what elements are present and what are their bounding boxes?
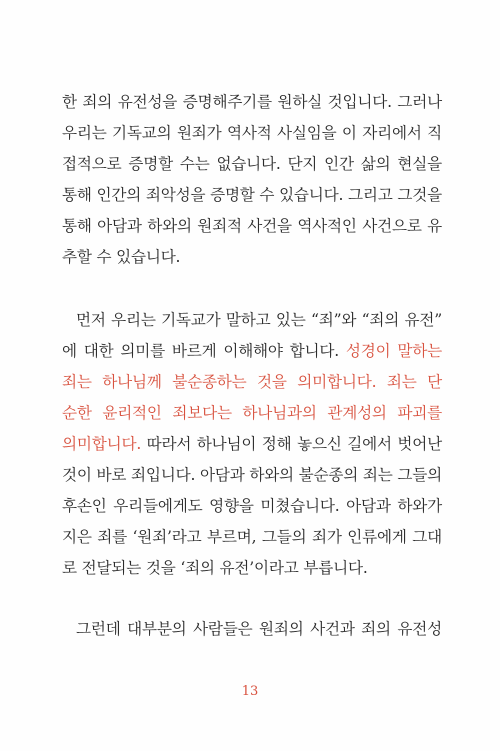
paragraph-1 [62, 87, 442, 273]
text-line: 추할 수 있습니다. [62, 248, 181, 266]
highlighted-text-line: 죄는 하나님께 불순종하는 것을 의미합니다. 죄는 단 [62, 373, 442, 391]
text-line: 것이 바로 죄입니다. 아담과 하와의 불순종의 죄는 그들의 [62, 466, 442, 484]
text-line: 로 전달되는 것을 ‘죄의 유전’이라고 부릅니다. [62, 559, 368, 577]
text-line: 그런데 대부분의 사람들은 원죄의 사건과 죄의 유전성 [76, 620, 442, 638]
page-number: 13 [241, 684, 259, 699]
paragraph-2 [62, 305, 442, 584]
text-line: 에 대한 의미를 바르게 이해해야 합니다. 성경이 말하는 [62, 342, 442, 360]
highlighted-text-line: 순한 윤리적인 죄보다는 하나님과의 관계성의 파괴를 [62, 404, 442, 422]
text-line: 통해 인간의 죄악성을 증명할 수 있습니다. 그리고 그것을 [62, 186, 442, 204]
text-line: 후손인 우리들에게도 영향을 미쳤습니다. 아담과 하와가 [62, 497, 442, 515]
text-line: 의미합니다. 따라서 하나님이 정해 놓으신 길에서 벗어난 [62, 435, 442, 453]
text-line: 한 죄의 유전성을 증명해주기를 원하실 것입니다. 그러나 [62, 93, 442, 111]
paragraph-3 [62, 614, 442, 645]
highlighted-text: 성경이 말하는 [345, 342, 442, 360]
text-line: 우리는 기독교의 원죄가 역사적 사실임을 이 자리에서 직 [62, 124, 442, 142]
text-line: 먼저 우리는 기독교가 말하고 있는 “죄”와 “죄의 유전” [76, 311, 442, 329]
text-line: 지은 죄를 ‘원죄’라고 부르며, 그들의 죄가 인류에게 그대 [62, 528, 442, 546]
highlighted-text: 의미합니다. [62, 435, 142, 453]
text-line: 접적으로 증명할 수는 없습니다. 단지 인간 삶의 현실을 [62, 155, 442, 173]
text-line: 통해 아담과 하와의 원죄적 사건을 역사적인 사건으로 유 [62, 217, 442, 235]
